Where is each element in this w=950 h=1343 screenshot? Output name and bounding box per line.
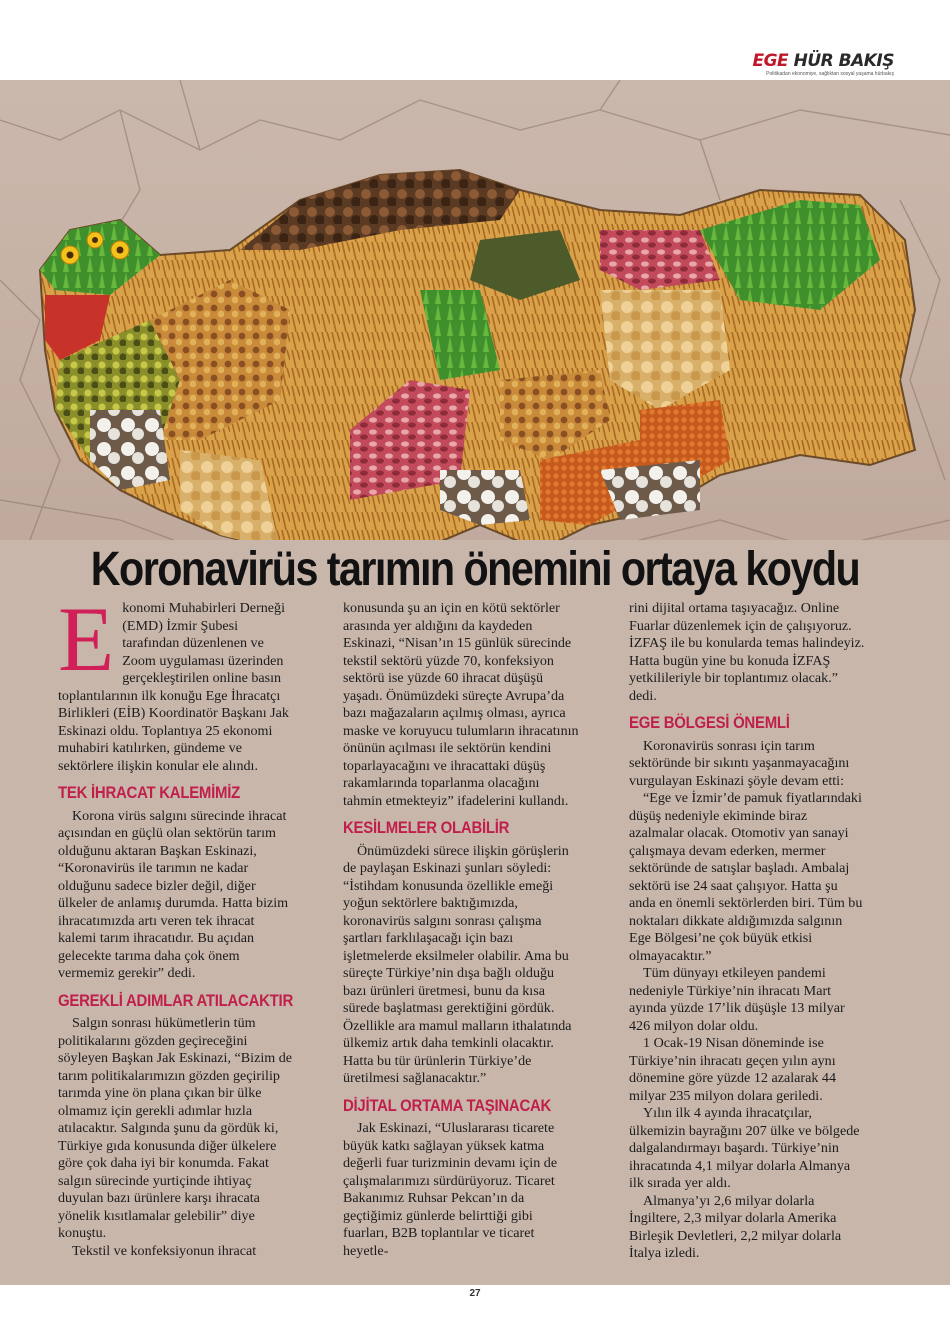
article-column-1 — [58, 588, 294, 1260]
paragraph: Korona virüs salgını sürecinde ihracat açısından en güçlü olan sektörün tarım olduğunu aktaran Başkan Eskinazi, “Koronavirüs ile tarımın ne kadar olduğunu sadece bizler değil, diğer ülkeler de anlamış durumda. Hatta bizim ihracatımızda artı veren tek ihracat kalemi tarım ihracatıdır. Bu açıdan gelecekte tarıma daha çok önem vermemiz gerekir” dedi. — [58, 807, 289, 981]
paragraph: “Ege ve İzmir’de pamuk fiyatlarındaki düşüş nedeniyle ekiminde biraz azalmalar olacak. Otomotiv yan sanayi çalışmaya devam ederken, mermer sektöründe de satışlar başladı. Ambalaj sektörü ise 24 saat çalışıyor. Hatta şu anda en önemli sektörlerden biri. Tüm bu noktaları dikkate aldığımızda salgının Ege Bölgesi’ne çok büyük etkisi olmayacaktır.” — [629, 790, 863, 964]
masthead-logo — [752, 52, 894, 77]
article-headline: Koronavirüs tarımın önemini ortaya koydu — [90, 543, 860, 596]
lead-paragraph-text: konomi Muhabirleri Derneği (EMD) İzmir Şubesi tarafından düzenlenen ve Zoom uygulaması üzerinden gerçekleştirilen online basın toplantılarının ilk konuğu Ege İhracatçı Birlikleri (EİB) Koordinatör Başkanı Jak Eskinazi oldu. Toplantıya 25 ekonomi muhabiri katılırken, gündeme ve sektörlere ilişkin konular ele alındı. — [58, 600, 289, 774]
subhead-tek-ihracat: TEK İHRACAT KALEMİMİZ — [58, 783, 240, 802]
paragraph: Önümüzdeki sürece ilişkin görüşlerin de paylaşan Eskinazi şunları söyledi: “İstihdam konusunda özellikle emeği yoğun sektörlere baktığımızda, koronavirüs salgını sonrası çalışma şartları farklılaşacağı için bazı işletmelerde eksilmeler olabilir. Ama bu süreçte Türkiye’nin dışa bağlı olduğu bazı ürünleri üretmesi, bunu da kısa sürede başlatması gerektiğini gördük. Özellikle ara mamul malların ithalatında ülkemiz artık daha temkinli olacaktır. Hatta bu tür ürünlerin Türkiye’de üretilmesi sağlanacaktır.” — [343, 842, 572, 1086]
paragraph: Salgın sonrası hükümetlerin tüm politikalarını gözden geçireceğini söyleyen Başkan Jak Eskinazi, “Bizim de tarım politikalarımızın gözden geçirilip tarımda yine ön plana çıkan bir ülke olmamız için gerekli adımlar hızla atılacaktır. Salgında şunu da gördük ki, Türkiye gıda konusunda diğer ülkelere göre çok daha iyi bir konumda. Fakat salgın sürecinde yurtiçinde ihtiyaç duyulan bazı ürünlere karşı ihracata yönelik kısıtlamalar gelebilir” diye konuştu. — [58, 1015, 293, 1241]
logo-part-hurbakis: HÜR BAKIŞ — [793, 51, 894, 71]
subhead-dijital-ortam: DİJİTAL ORTAMA TAŞINACAK — [343, 1095, 552, 1115]
paragraph: 1 Ocak-19 Nisan döneminde ise Türkiye’nin ihracatı geçen yılın aynı dönemine göre yüzde 12 azalarak 44 milyar 235 milyon dolara geriledi. — [629, 1035, 837, 1104]
paragraph: Yılın ilk 4 ayında ihracatçılar, ülkemizin bayrağını 207 ülke ve bölgede dalgalandırmayı başardı. Türkiye’nin ihracatında 4,1 milyar dolarla Almanya ilk sırada yer aldı. — [629, 1105, 860, 1191]
page-number: 27 — [469, 1288, 481, 1299]
article-column-3 — [629, 600, 865, 1263]
article-column-2 — [343, 600, 579, 1260]
subhead-gerekli-adimlar: GEREKLİ ADIMLAR ATILACAKTIR — [58, 990, 293, 1010]
paragraph: Tüm dünyayı etkileyen pandemi nedeniyle Türkiye’nin ihracatı Mart ayında yüzde 17’lik düşüşle 13 milyar 426 milyon dolar oldu. — [629, 965, 845, 1034]
paragraph: rini dijital ortama taşıyacağız. Online Fuarlar düzenlemek için de çalışıyoruz. İZFAŞ ile bu konularda temas halindeyiz. Hatta bugün yine bu konuda İZFAŞ yetkilileriyle bir toplantımız olacak.” dedi. — [629, 600, 865, 704]
paragraph: Koronavirüs sonrası için tarım sektöründe bir sıkıntı yaşanmayacağını vurgulayan Eskinazi şöyle devam etti: — [629, 737, 850, 789]
hero-image — [0, 80, 950, 560]
logo-tagline: Politikadan ekonomiye, sağlıktan sosyal yaşama hürbakış — [766, 71, 894, 77]
logo-part-ege: EGE — [752, 51, 794, 71]
paragraph: Tekstil ve konfeksiyonun ihracat — [72, 1242, 257, 1259]
subhead-kesilmeler: KESİLMELER OLABİLİR — [343, 818, 510, 837]
subhead-ege-bolgesi: EGE BÖLGESİ ÖNEMLİ — [629, 713, 790, 732]
drop-cap: E — [58, 588, 115, 690]
lead-paragraph — [58, 588, 294, 775]
paragraph: konusunda şu an için en kötü sektörler arasında yer aldığını da kaydeden Eskinazi, “Nisan’ın 15 günlük sürecinde tekstil sektörü yüzde 70, konfeksiyon sektörü ise yüzde 60 ihracat düşüşü yaşadı. Önümüzdeki süreçte Avrupa’da bazı mağazaların açılmış olması, ayrıca maske ve koruyucu tulumların ihracatının önünün açılması ile sektörün kendini toparlayacağını ve ihracattaki düşüş rakamlarında toparlanma olacağını tahmin etmekteyiz” ifadelerini kullandı. — [343, 600, 579, 809]
turkey-map-made-of-crops-icon — [0, 80, 950, 560]
logo-title — [752, 52, 894, 70]
paragraph: Almanya’yı 2,6 milyar dolarla İngiltere, 2,3 milyar dolarla Amerika Birleşik Devletleri, 2,2 milyar dolarla İtalya izledi. — [629, 1192, 842, 1261]
paragraph: Jak Eskinazi, “Uluslararası ticarete büyük katkı sağlayan yüksek katma değerli fuar turizminin devamı için de çalışmalarımızı sürdürüyoruz. Ticaret Bakanımız Ruhsar Pekcan’ın da geçtiğimiz günlerde belirttiği gibi fuarları, B2B toplantılar ve ticaret heyetle- — [343, 1120, 558, 1259]
